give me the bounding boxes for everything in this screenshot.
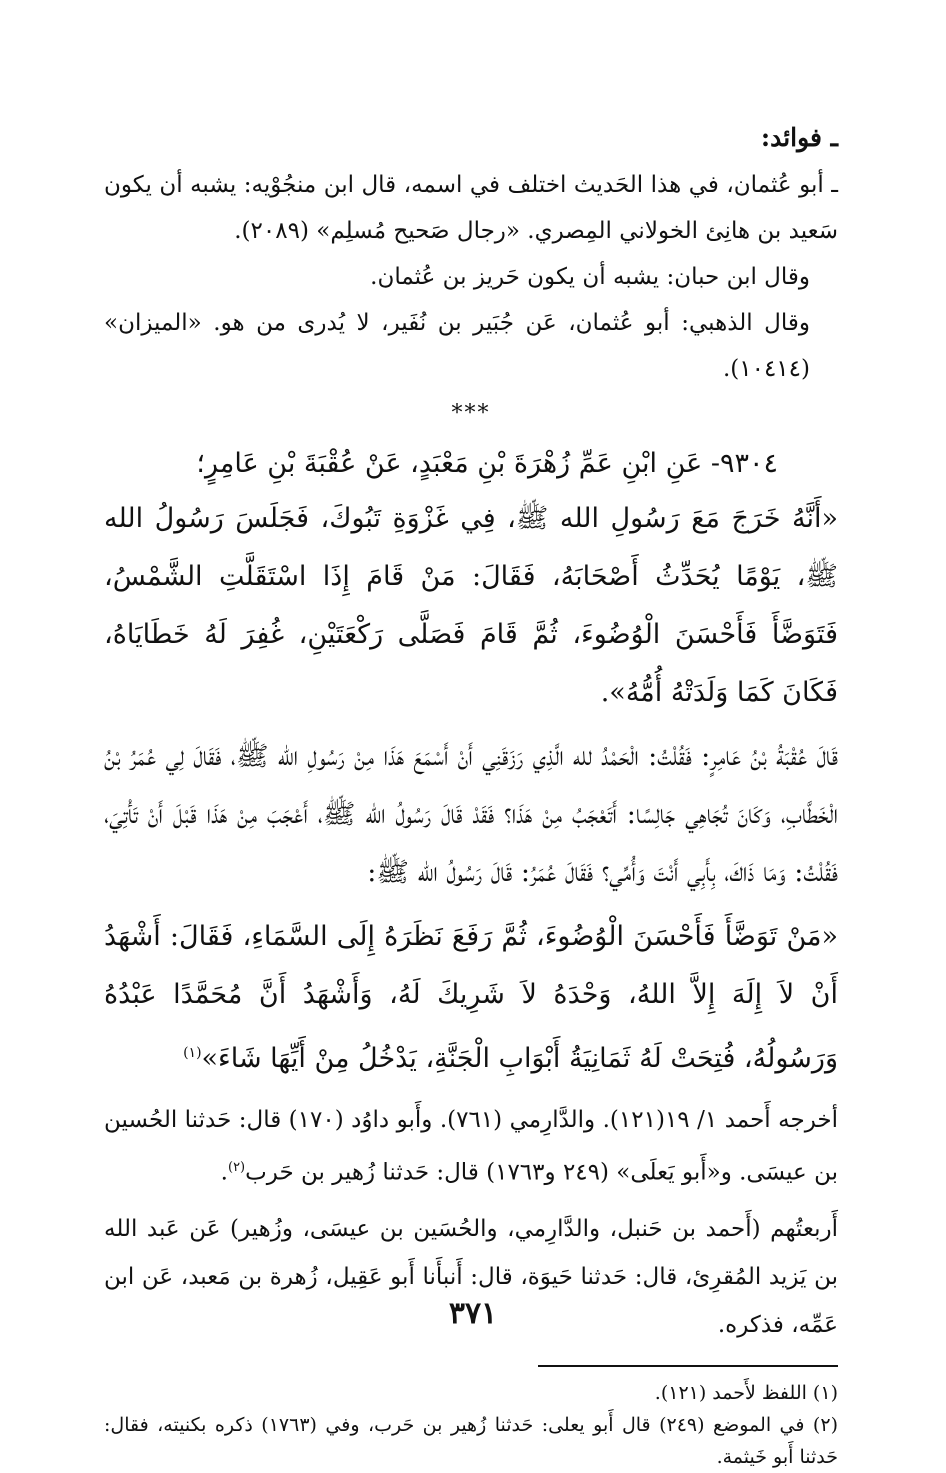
fawaid-note-1: ـ أبو عُثمان، في هذا الحَديث اختلف في اسمه، قال ابن منجُوْيه: يشبه أن يكون سَعيد بن هانِئ الخولاني المِصري. «رجال صَحيح مُسلِم» (٢٠٨٩). (104, 172, 838, 244)
hadith-paragraph-3-text: «مَنْ تَوَضَّأَ فَأَحْسَنَ الْوُضُوءَ، ثُمَّ رَفَعَ نَظَرَهُ إِلَى السَّمَاءِ، فَقَالَ: أَشْهَدُ أَنْ لاَ إِلَهَ إِلاَّ اللهُ، وَحْدَهُ لاَ شَرِيكَ لَهُ، وَأَشْهَدُ أَنَّ مُحَمَّدًا عَبْدُهُ وَرَسُولُهُ، فُتِحَتْ لَهُ ثَمَانِيَةُ أَبْوَابِ الْجَنَّةِ، يَدْخُلُ مِنْ أَيِّهَا شَاءَ» (104, 921, 838, 1074)
footnote-ref-2: (٢) (227, 1160, 246, 1175)
footnote-divider (538, 1365, 838, 1367)
hadith-paragraph-1: «أَنَّهُ خَرَجَ مَعَ رَسُولِ الله ﷺ، فِي غَزْوَةِ تَبُوكَ، فَجَلَسَ رَسُولُ الله ﷺ، يَوْمًا يُحَدِّثُ أَصْحَابَهُ، فَقَالَ: مَنْ قَامَ إِذَا اسْتَقَلَّتِ الشَّمْسُ، فَتَوَضَّأَ فَأَحْسَنَ الْوُضُوءَ، ثُمَّ قَامَ فَصَلَّى رَكْعَتَيْنِ، غُفِرَ لَهُ خَطَايَاهُ، فَكَانَ كَمَا وَلَدَتْهُ أُمُّهُ». (104, 503, 838, 708)
section-separator: *** (451, 401, 491, 426)
takhrij-paragraph-1-text: أخرجه أَحمد ١/ ١٩(١٢١). والدَّارِمي (٧٦١). وأَبو داوُد (١٧٠) قال: حَدثنا الحُسين بن عيسَى. و«أَبو يَعلَى» (٢٤٩ و١٧٦٣) قال: حَدثنا زُهير بن حَرب (104, 1107, 838, 1186)
footnotes-section (104, 1377, 838, 1473)
footnote-2: (٢) في الموضع (٢٤٩) قال أَبو يعلى: حَدثنا زُهير بن حَرب، وفي (١٧٦٣) ذكره بكنيته، فقال: حَدثنا أَبو خَيثمة. (104, 1413, 838, 1468)
takhrij-paragraph-2: أَربعتُهم (أَحمد بن حَنبل، والدَّارِمي، والحُسَين بن عيسَى، وزُهير) عَن عَبد الله بن يَزيد المُقرِئ، قال: حَدثنا حَيوَة، قال: أَنبأَنا أَبو عَقِيل، زُهرة بن مَعبد، عَن ابن عَمِّه، فذكره. (104, 1215, 838, 1338)
footnote-ref-1: (١) (183, 1045, 202, 1061)
hadith-paragraph-2: قَالَ عُقْبَةُ بْنُ عَامِرٍ: فَقُلْتُ: الْحَمْدُ لله الَّذِي رَزَقَنِي أَنْ أَسْمَعَ هَذَا مِنْ رَسُولِ الله ﷺ، فَقَالَ لِي عُمَرُ بْنُ الْخَطَّابِ، وَكَانَ تُجَاهِي جَالِسًا: أَتَعْجَبُ مِنْ هَذَا؟ فَقَدْ قَالَ رَسُولُ الله ﷺ، أَعْجَبَ مِنْ هَذَا قَبْلَ أَنْ تَأْتِيَ، فَقُلْتُ: وَمَا ذَاكَ، بِأَبِي أَنْتَ وَأُمِّي؟ فَقَالَ عُمَرُ: قَالَ رَسُولُ الله ﷺ: (104, 741, 838, 888)
hadith-heading: ٩٣٠٤- عَنِ ابْنِ عَمِّ زُهْرَةَ بْنِ مَعْبَدٍ، عَنْ عُقْبَةَ بْنِ عَامِرٍ؛ (196, 448, 778, 479)
takhrij-paragraph-1 (104, 1096, 838, 1197)
hadith-section (104, 438, 838, 1088)
page-content (104, 118, 838, 1473)
fawaid-note-3: وقال الذهبي: أبو عُثمان، عَن جُبَير بن نُفَير، لا يُدرى من هو. «الميزان» (١٠٤١٤). (104, 310, 810, 382)
fawaid-section (104, 118, 838, 392)
takhrij-paragraph-1-end: . (220, 1159, 228, 1186)
footnote-1: (١) اللفظ لأَحمد (١٢١). (654, 1381, 838, 1404)
fawaid-title: ـ فوائد: (760, 123, 838, 152)
fawaid-note-2: وقال ابن حبان: يشبه أن يكون حَريز بن عُثمان. (370, 264, 810, 290)
hadith-paragraph-3 (104, 908, 838, 1088)
page-number: ٣٧١ (448, 1296, 498, 1331)
